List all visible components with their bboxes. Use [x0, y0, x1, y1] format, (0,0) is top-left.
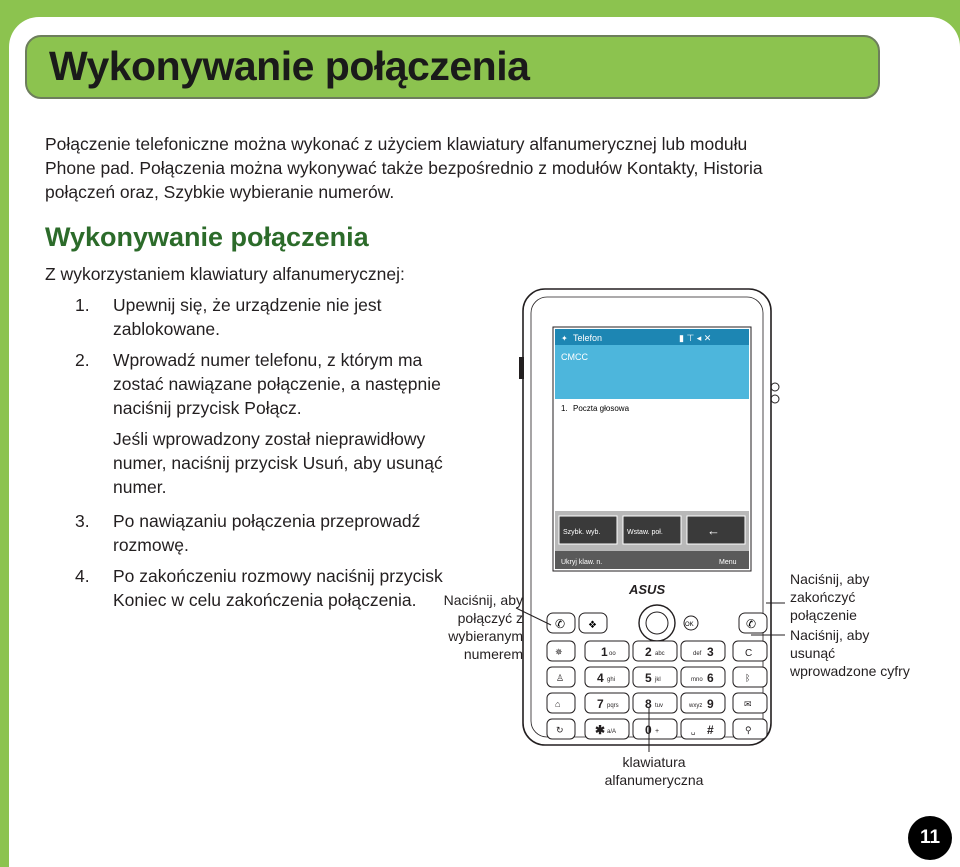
svg-text:9: 9 — [707, 697, 714, 711]
svg-text:C: C — [745, 648, 753, 659]
callout-call-button: Naciśnij, aby połączyć z wybieranym numerem — [443, 592, 523, 662]
svg-text:ghi: ghi — [607, 677, 616, 683]
callout-end-button: Naciśnij, aby zakończyć połączenie — [790, 571, 870, 623]
svg-text:6: 6 — [707, 671, 714, 685]
callout-keyboard: klawiatura alfanumeryczna — [604, 754, 704, 788]
step-number: 2. — [75, 350, 90, 370]
svg-text:0: 0 — [645, 723, 652, 737]
section-heading: Wykonywanie połączenia — [45, 222, 369, 252]
svg-text:abc: abc — [655, 651, 665, 657]
svg-text:+: + — [655, 728, 660, 735]
step-text: Po nawiązaniu połączenia przeprowadź rozmowę. — [113, 511, 421, 555]
windows-icon: ❖ — [588, 620, 597, 631]
page-title: Wykonywanie połączenia — [49, 43, 530, 89]
svg-text:␣: ␣ — [691, 728, 696, 735]
step-number: 3. — [75, 511, 90, 531]
envelope-icon: ✉ — [744, 699, 752, 709]
svg-text:1: 1 — [601, 645, 608, 659]
step-text: Po zakończeniu rozmowy naciśnij przycisk Koniec w celu zakończenia połączenia. — [113, 566, 443, 610]
svg-text:wxyz: wxyz — [689, 703, 703, 709]
page — [9, 17, 960, 867]
svg-text:tuv: tuv — [655, 703, 664, 709]
softkey-left: Ukryj klaw. n. — [561, 559, 603, 566]
svg-text:✱: ✱ — [595, 723, 606, 737]
step-number: 1. — [75, 295, 90, 315]
svg-text:2: 2 — [645, 645, 652, 659]
svg-text:4: 4 — [597, 671, 604, 685]
svg-text:#: # — [707, 723, 714, 737]
svg-text:7: 7 — [597, 697, 604, 711]
page-number: 11 — [908, 816, 952, 860]
step-note: Jeśli wprowadzony został nieprawidłowy numer, naciśnij przycisk Usuń, aby usunąć numer. — [113, 429, 443, 497]
intro-line: Phone pad. Połączenia można wykonywać także bezpośrednio z modułów Kontakty, Historia — [45, 158, 763, 178]
call-icon: ✆ — [555, 617, 566, 631]
step-number: 4. — [75, 566, 90, 586]
svg-text:def: def — [693, 651, 702, 657]
step-text: Wprowadź numer telefonu, z którym ma zostać nawiązane połączenie, a następnie naciśnij przycisk Połącz. — [113, 350, 441, 418]
ok-label: OK — [685, 622, 694, 628]
carrier-name: CMCC — [561, 352, 588, 362]
sync-icon: ↻ — [556, 725, 564, 735]
softkey-right: Menu — [719, 559, 737, 566]
intro-line: połączeń oraz, Szybkie wybieranie numerów. — [45, 182, 395, 202]
camera-icon: ⌂ — [555, 699, 561, 709]
svg-text:3: 3 — [707, 645, 714, 659]
list-item-voicemail: Poczta głosowa — [573, 404, 630, 413]
internet-icon: ✵ — [555, 647, 563, 657]
svg-text:oo: oo — [609, 651, 616, 657]
start-icon: ✦ — [561, 334, 568, 343]
svg-text:a/A: a/A — [607, 729, 617, 735]
svg-text:pqrs: pqrs — [607, 703, 619, 709]
svg-text:5: 5 — [645, 671, 652, 685]
callout-delete-button: Naciśnij, aby usunąć wprowadzone cyfry — [790, 627, 910, 679]
list-item-number: 1. — [561, 404, 568, 413]
step-text: Upewnij się, że urządzenie nie jest zablokowane. — [113, 295, 382, 339]
speed-dial-label: Szybk. wyb. — [563, 529, 601, 536]
status-icons: ▮ ⊤ ◂ ✕ — [679, 333, 712, 343]
backspace-label: ← — [707, 523, 720, 538]
contacts-icon: ♙ — [556, 673, 565, 683]
svg-text:8: 8 — [645, 697, 652, 711]
callout-lines — [9, 17, 960, 867]
brand-logo: ASUS — [629, 582, 666, 597]
section-lead: Z wykorzystaniem klawiatury alfanumerycznej: — [45, 264, 405, 284]
leader-line — [516, 608, 551, 625]
microphone-icon: ⚲ — [745, 725, 752, 735]
insert-pause-label: Wstaw. poł. — [627, 529, 663, 536]
bluetooth-icon: ᛒ — [745, 673, 751, 683]
svg-text:mno: mno — [691, 677, 703, 683]
end-call-icon: ✆ — [746, 617, 757, 631]
intro-line: Połączenie telefoniczne można wykonać z użyciem klawiatury alfanumerycznej lub modułu — [45, 134, 748, 154]
status-app: Telefon — [573, 333, 603, 343]
svg-text:jkl: jkl — [655, 677, 661, 683]
